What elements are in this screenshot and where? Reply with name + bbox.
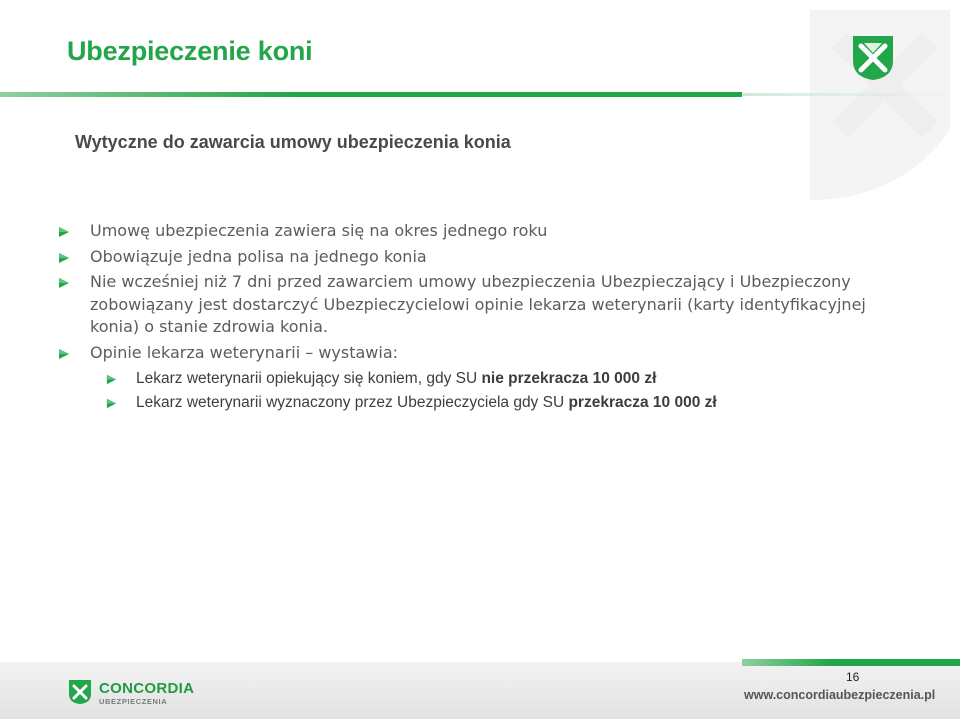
- bullet-arrow-icon: [106, 374, 117, 385]
- sub-list-item-text: Lekarz weterynarii opiekujący się koniem, gdy SU: [136, 370, 482, 387]
- footer-accent-bar: [742, 659, 960, 666]
- footer-brand-subtitle: UBEZPIECZENIA: [99, 697, 168, 706]
- header-divider: [0, 92, 742, 97]
- list-item: [58, 246, 898, 269]
- concordia-logo-icon: [68, 679, 92, 705]
- footer-website-link[interactable]: www.concordiaubezpieczenia.pl: [744, 688, 936, 702]
- sub-list-item: [106, 367, 898, 391]
- sub-bullet-list: [106, 367, 898, 415]
- sub-list-item: [106, 391, 898, 415]
- concordia-logo-icon: [850, 33, 896, 81]
- list-item: [58, 342, 898, 365]
- list-item-text: Opinie lekarza weterynarii – wystawia:: [90, 342, 399, 362]
- sub-list-item-text: Lekarz weterynarii wyznaczony przez Ubezpieczyciela gdy SU: [136, 394, 569, 411]
- sub-list-item-bold: nie przekracza 10 000 zł: [481, 370, 657, 387]
- footer-brand-name: CONCORDIA: [99, 680, 195, 697]
- bullet-arrow-icon: [58, 252, 70, 264]
- bullet-arrow-icon: [58, 277, 70, 289]
- watermark-logo-icon: [750, 0, 960, 210]
- bullet-arrow-icon: [58, 226, 70, 238]
- list-item: [58, 271, 898, 339]
- bullet-arrow-icon: [106, 398, 117, 409]
- list-item-text: Obowiązuje jedna polisa na jednego konia: [90, 246, 427, 266]
- page-number: 16: [846, 670, 860, 684]
- list-item: [58, 220, 898, 243]
- sub-list-item-bold: przekracza 10 000 zł: [568, 394, 717, 411]
- bullet-list: [58, 220, 898, 415]
- bullet-arrow-icon: [58, 348, 70, 360]
- list-item-text: Nie wcześniej niż 7 dni przed zawarciem umowy ubezpieczenia Ubezpieczający i Ubezpieczony zobowiązany jest dostarczyć Ubezpieczycielowi opinie lekarza weterynarii (karty identyfikacyjnej konia) o stanie zdrowia konia.: [90, 272, 866, 336]
- header-divider-fade: [742, 93, 960, 96]
- slide-subtitle: Wytyczne do zawarcia umowy ubezpieczenia konia: [75, 132, 511, 152]
- list-item-text: Umowę ubezpieczenia zawiera się na okres jednego roku: [90, 221, 548, 240]
- page-title: Ubezpieczenie koni: [67, 36, 313, 66]
